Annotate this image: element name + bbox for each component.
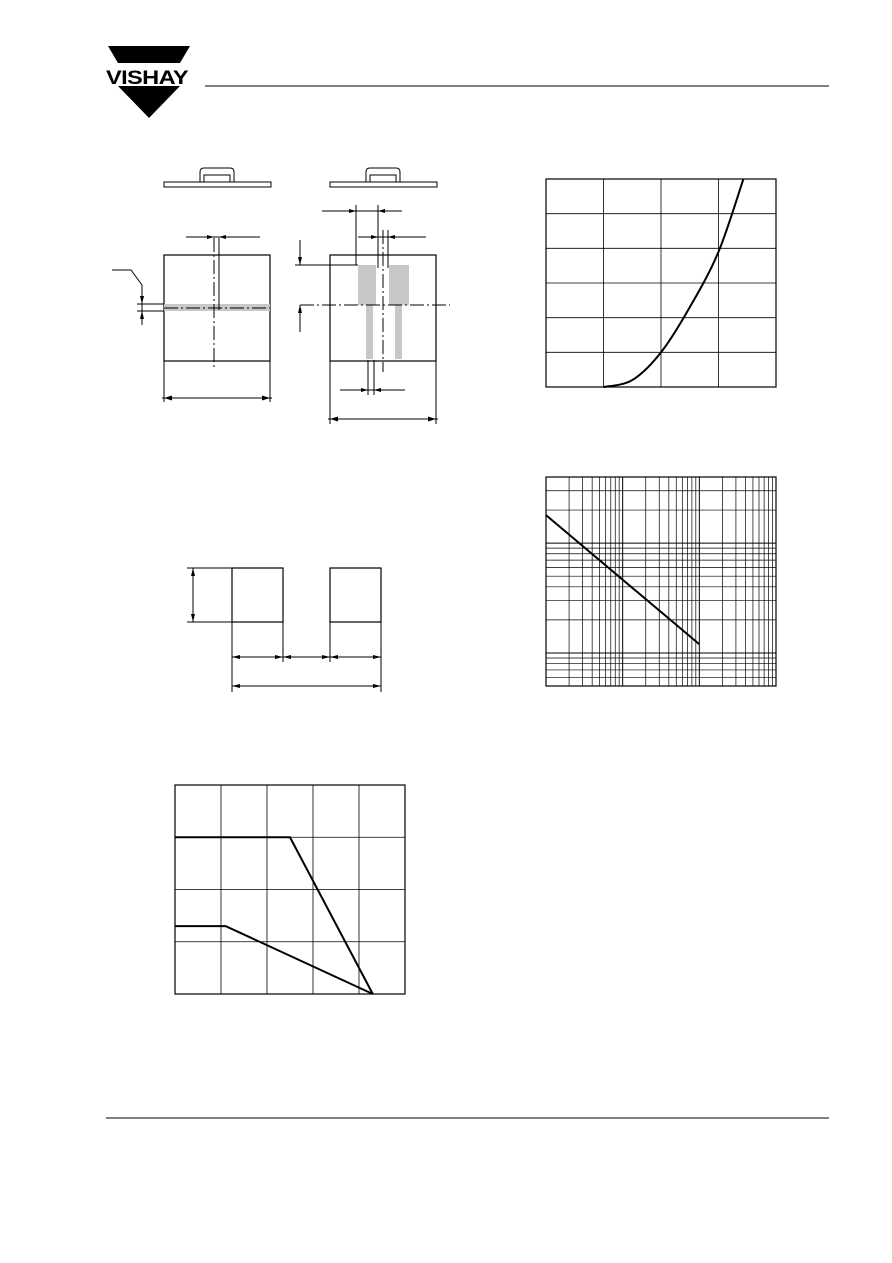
logo-text: VISHAY <box>106 68 190 89</box>
